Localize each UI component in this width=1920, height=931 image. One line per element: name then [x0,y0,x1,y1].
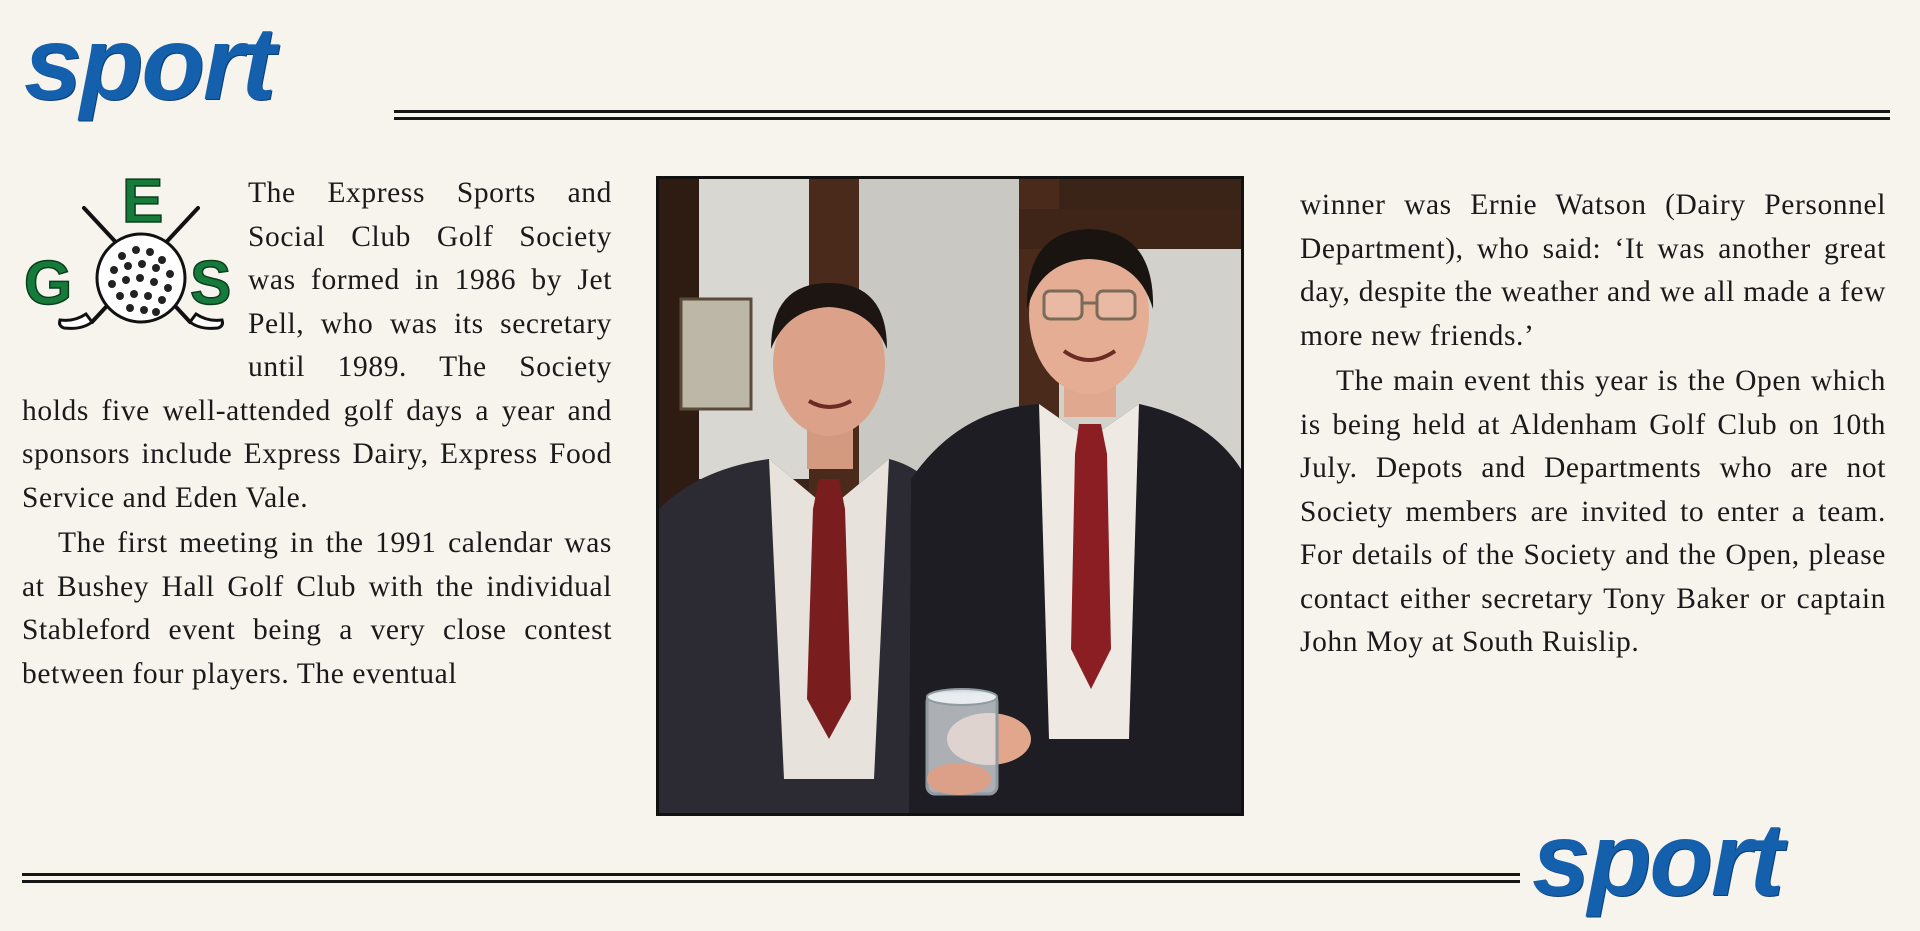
show-through-text [1330,6,1339,40]
golf-society-logo [22,164,240,364]
article-column-left [22,167,612,696]
section-heading-sport: sport [24,6,274,122]
logo-letter-g: G [24,249,73,318]
photo-illustration [659,179,1241,813]
logo-letter-e: E [122,167,164,236]
top-double-rule [394,110,1890,113]
section-footer-sport: sport [1532,802,1782,918]
article-paragraph: The main event this year is the Open which is being held at Aldenham Golf Club on 10th July. Depots and Departments who are not Society members are invited to enter a team. For details of the Society and the Open, please contact either secretary Tony Baker or captain John Moy at South Ruislip. [1300,365,1886,658]
article-column-right [1300,184,1886,665]
article-paragraph: The first meeting in the 1991 calendar was at Bushey Hall Golf Club with the individual Stableford event being a very close contest between four players. The eventual [22,527,612,690]
photo-two-men-trophy [656,176,1244,816]
bottom-double-rule [22,873,1520,876]
logo-letter-s: S [190,249,232,318]
article-paragraph: winner was Ernie Watson (Dairy Personnel Department), who said: ‘It was another great day, despite the weather and we all made a few more new friends.’ [1300,189,1886,352]
article-paragraph: The Express Sports and Social Club Golf Society was formed in 1986 by Jet Pell, who was its secretary until 1989. The Society holds five well-attended golf days a year and sponsors include Express Dairy, Express Food Service and Eden Vale. [22,177,612,514]
golf-ball-crossed-clubs-icon [22,164,240,364]
